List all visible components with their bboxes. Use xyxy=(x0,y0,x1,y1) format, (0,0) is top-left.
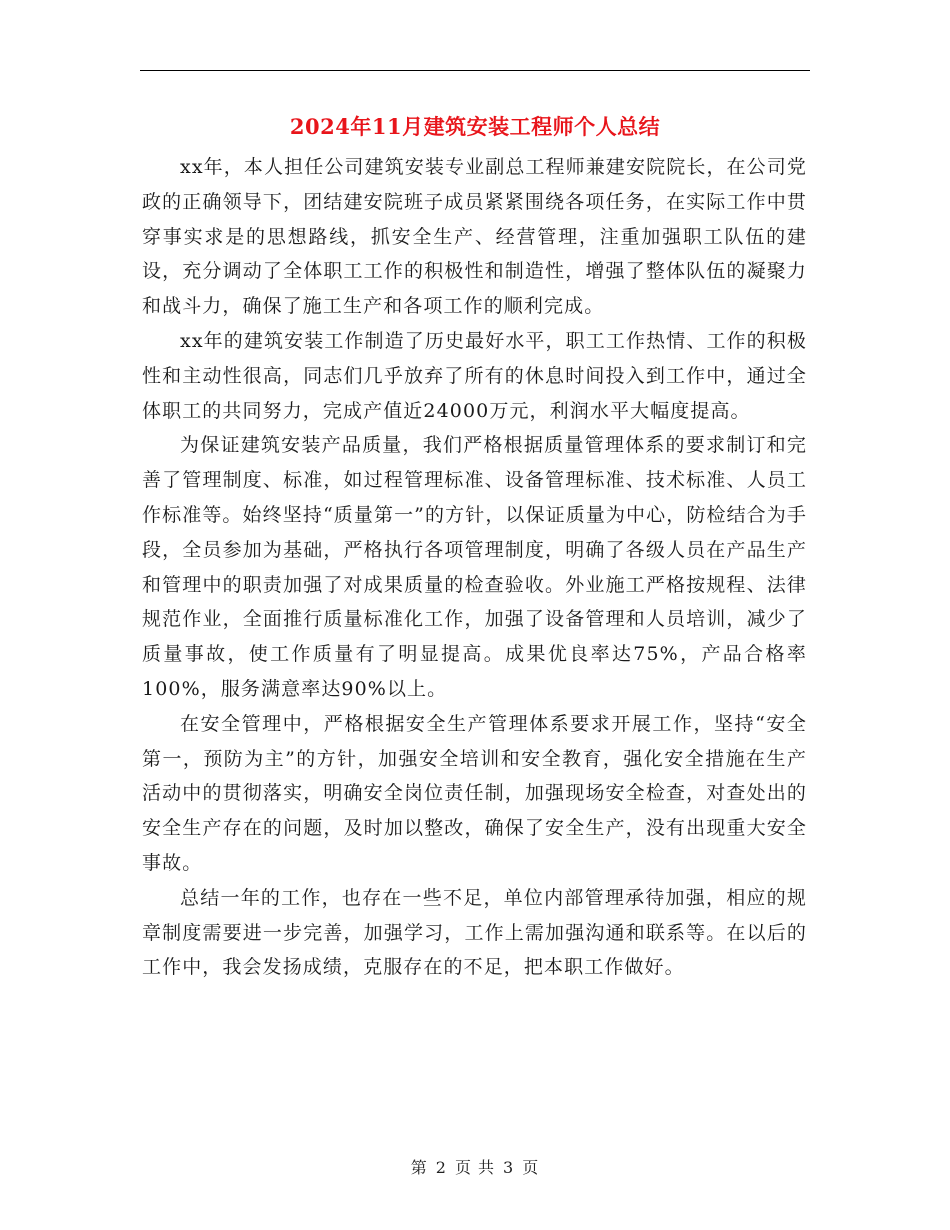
total-pages-number: 3 xyxy=(503,1158,515,1177)
paragraph: 为保证建筑安装产品质量，我们严格根据质量管理体系的要求制订和完善了管理制度、标准，如过程管理标准、设备管理标准、技术标准、人员工作标准等。始终坚持“质量第一”的方针，以保证质量为中心，防检结合为手段，全员参加为基础，严格执行各项管理制度，明确了各级人员在产品生产和管理中的职责加强了对成果质量的检查验收。外业施工严格按规程、法律规范作业，全面推行质量标准化工作，加强了设备管理和人员培训，减少了质量事故，使工作质量有了明显提高。成果优良率达75%，产品合格率100%，服务满意率达90%以上。 xyxy=(142,434,807,700)
footer-middle: 页 共 xyxy=(454,1158,496,1177)
footer-prefix: 第 xyxy=(410,1158,428,1177)
paragraph: 总结一年的工作，也存在一些不足，单位内部管理承待加强，相应的规章制度需要进一步完善，加强学习，工作上需加强沟通和联系等。在以后的工作中，我会发扬成绩，克服存在的不足，把本职工作做好。 xyxy=(142,886,807,979)
paragraph: xx年，本人担任公司建筑安装专业副总工程师兼建安院院长，在公司党政的正确领导下，团结建安院班子成员紧紧围绕各项任务，在实际工作中贯穿事实求是的思想路线，抓安全生产、经营管理，注重加强职工队伍的建设，充分调动了全体职工工作的积极性和制造性，增强了整体队伍的凝聚力和战斗力，确保了施工生产和各项工作的顺利完成。 xyxy=(142,156,807,318)
header-rule xyxy=(140,70,810,71)
page-footer xyxy=(0,1155,950,1178)
paragraph: xx年的建筑安装工作制造了历史最好水平，职工工作热情、工作的积极性和主动性很高，同志们几乎放弃了所有的休息时间投入到工作中，通过全体职工的共同努力，完成产值近24000万元，利润水平大幅度提高。 xyxy=(142,329,807,422)
document-body xyxy=(142,150,807,985)
current-page-number: 2 xyxy=(435,1158,447,1177)
paragraph: 在安全管理中，严格根据安全生产管理体系要求开展工作，坚持“安全第一，预防为主”的方针，加强安全培训和安全教育，强化安全措施在生产活动中的贯彻落实，明确安全岗位责任制，加强现场安全检查，对查处出的安全生产存在的问题，及时加以整改，确保了安全生产，没有出现重大安全事故。 xyxy=(142,712,807,874)
footer-suffix: 页 xyxy=(522,1158,540,1177)
document-title: 2024年11月建筑安装工程师个人总结 xyxy=(289,114,661,139)
